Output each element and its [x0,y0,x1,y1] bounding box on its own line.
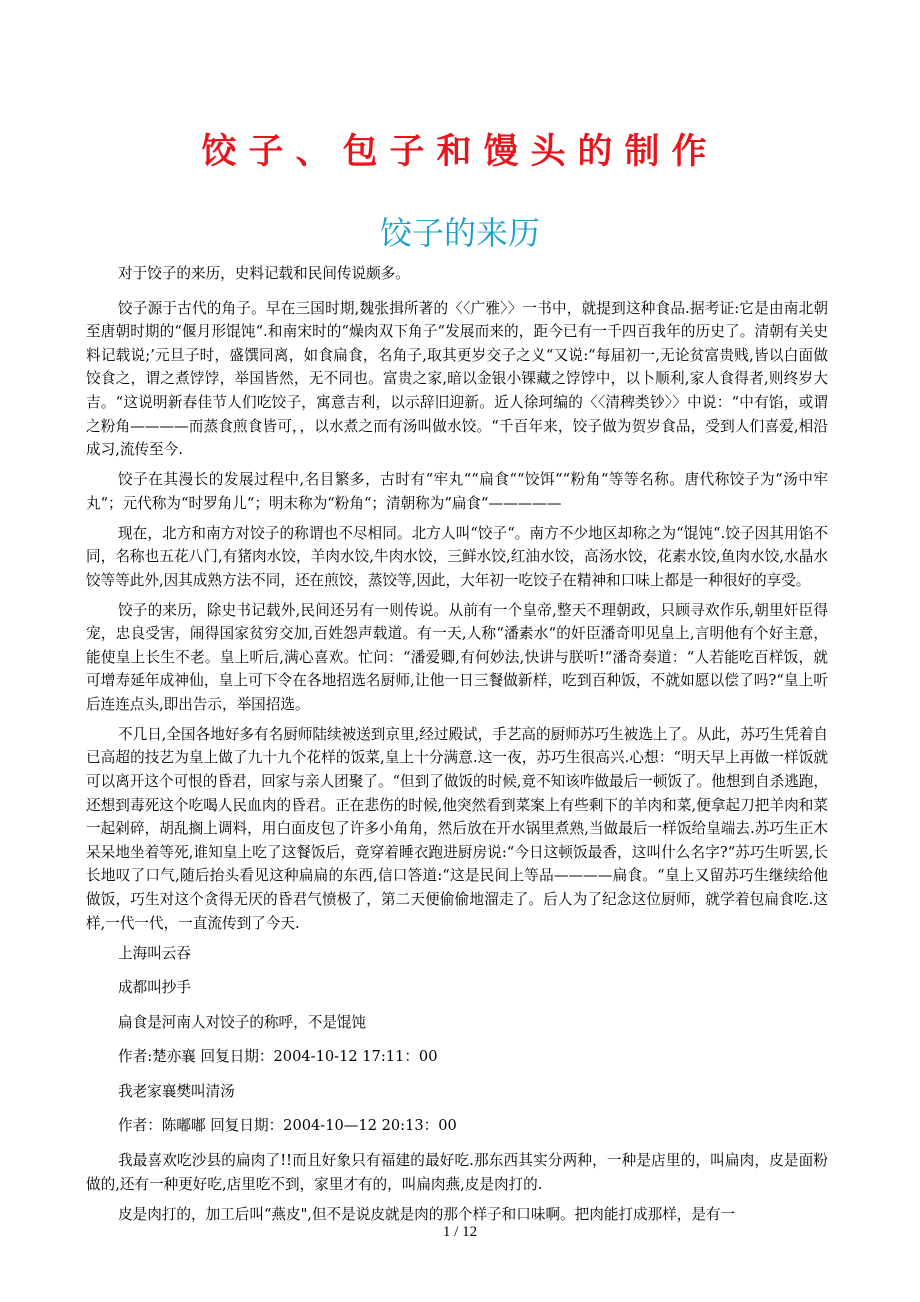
paragraph: 我最喜欢吃沙县的扁肉了!!而且好象只有福建的最好吃.那东西其实分两种，一种是店里的，叫扁肉，皮是面粉做的,还有一种更好吃,店里吃不到，家里才有的，叫扁肉燕,皮是肉打的. [86,1152,828,1193]
paragraph: 不几日,全国各地好多有名厨师陆续被送到京里,经过殿试，手艺高的厨师苏巧生被选上了。从此，苏巧生凭着自已高超的技艺为皇上做了九十九个花样的饭菜,皇上十分满意.这一夜，苏巧生很高兴.心想：“明天早上再做一样饭就可以离开这个可恨的昏君，回家与亲人团聚了。“但到了做饭的时候,竟不知该咋做最后一顿饭了。他想到自杀逃跑，还想到毒死这个吃喝人民血肉的昏君。正在悲伤的时候,他突然看到菜案上有些剩下的羊肉和菜,便拿起刀把羊肉和菜一起剁碎，胡乱搁上调料，用白面皮包了许多小角角，然后放在开水锅里煮熟,当做最后一样饭给皇端去.苏巧生正木呆呆地坐着等死,谁知皇上吃了这餐饭后，竟穿着睡衣跑进厨房说:“今日这顿饭最香，这叫什么名字?“苏巧生听罢,长长地叹了口气,随后抬头看见这种扁扁的东西,信口答道:“这是民间上等品————扁食。“皇上又留苏巧生继续给他做饭，巧生对这个贪得无厌的昏君气愤极了，第二天便偷偷地溜走了。后人为了纪念这位厨师，就学着包扁食吃.这样,一代一代，一直流传到了今天. [86,725,828,932]
comment-line: 我老家襄樊叫清汤 [118,1082,235,1100]
comment-line: 成都叫抄手 [118,979,191,997]
paragraph-intro: 对于饺子的来历，史料记载和民间传说颇多。 [118,265,410,282]
paragraph: 饺子在其漫长的发展过程中,名目繁多，古时有“牢丸““扁食““饺饵““粉角“等等名称。唐代称饺子为“汤中牢丸“；元代称为“时罗角儿“；明末称为“粉角“；清朝称为“扁食“————— [86,471,828,512]
comment-author-line: 作者：陈嘟嘟 回复日期：2004-10—12 20:13：00 [118,1117,457,1135]
document-title: 饺子、包子和馒头的制作 [201,132,719,172]
paragraph: 现在，北方和南方对饺子的称谓也不尽相同。北方人叫“饺子“。南方不少地区却称之为“馄饨“.饺子因其用馅不同，名称也五花八门,有猪肉水饺，羊肉水饺,牛肉水饺，三鲜水饺,红油水饺，高汤水饺，花素水饺,鱼肉水饺,水晶水饺等等此外,因其成熟方法不同，还在煎饺，蒸饺等,因此，大年初一吃饺子在精神和口味上都是一种很好的享受。 [86,524,828,589]
paragraph: 皮是肉打的，加工后叫“燕皮",但不是说皮就是肉的那个样子和口味啊。把肉能打成那样，是有一 [118,1205,736,1223]
body-text [86,262,828,1232]
comment-line: 扁食是河南人对饺子的称呼，不是馄饨 [118,1013,367,1031]
paragraph: 饺子的来历，除史书记载外,民间还另有一则传说。从前有一个皇帝,整天不理朝政，只顾寻欢作乐,朝里奸臣得宠，忠良受害，闹得国家贫穷交加,百姓怨声载道。有一天,人称“潘素水“的奸臣潘奇叩见皇上,言明他有个好主意，能使皇上长生不老。皇上听后,满心喜欢。忙问：“潘爱卿,有何妙法,快讲与朕听!“潘奇奏道：“人若能吃百样饭，就可增寿延年成神仙，皇上可下令在各地招选名厨师,让他一日三餐做新样，吃到百种饭，不就如愿以偿了吗?“皇上听后连连点头,即出告示，举国招选。 [86,601,828,713]
comment-author-line: 作者:楚亦襄 回复日期：2004-10-12 17:11：00 [118,1048,438,1066]
page-number: 1 / 12 [442,1224,478,1240]
comment-line: 上海叫云吞 [118,944,191,962]
paragraph: 饺子源于古代的角子。早在三国时期,魏张揖所著的〈〈广雅〉〉一书中，就提到这种食品.据考证:它是由南北朝至唐朝时期的“偃月形馄饨“.和南宋时的“燥肉双下角子“发展而来的，距今已有一千四百我年的历史了。清朝有关史料记载说;’元旦子时，盛馔同离，如食扁食，名角子,取其更岁交子之义“又说:“每届初一,无论贫富贵贱,皆以白面做饺食之，谓之煮饽饽，举国皆然，无不同也。富贵之家,暗以金银小锞藏之饽饽中，以卜顺利,家人食得者,则终岁大吉。“这说明新春佳节人们吃饺子，寓意吉利，以示辞旧迎新。近人徐珂编的〈〈清稗类钞〉〉中说：“中有馅，或谓之粉角————而蒸食煎食皆可，，以水煮之而有汤叫做水饺。“千百年来，饺子做为贺岁食品，受到人们喜爱,相沿成习,流传至今. [86,299,828,459]
section-heading: 饺子的来历 [379,214,540,252]
